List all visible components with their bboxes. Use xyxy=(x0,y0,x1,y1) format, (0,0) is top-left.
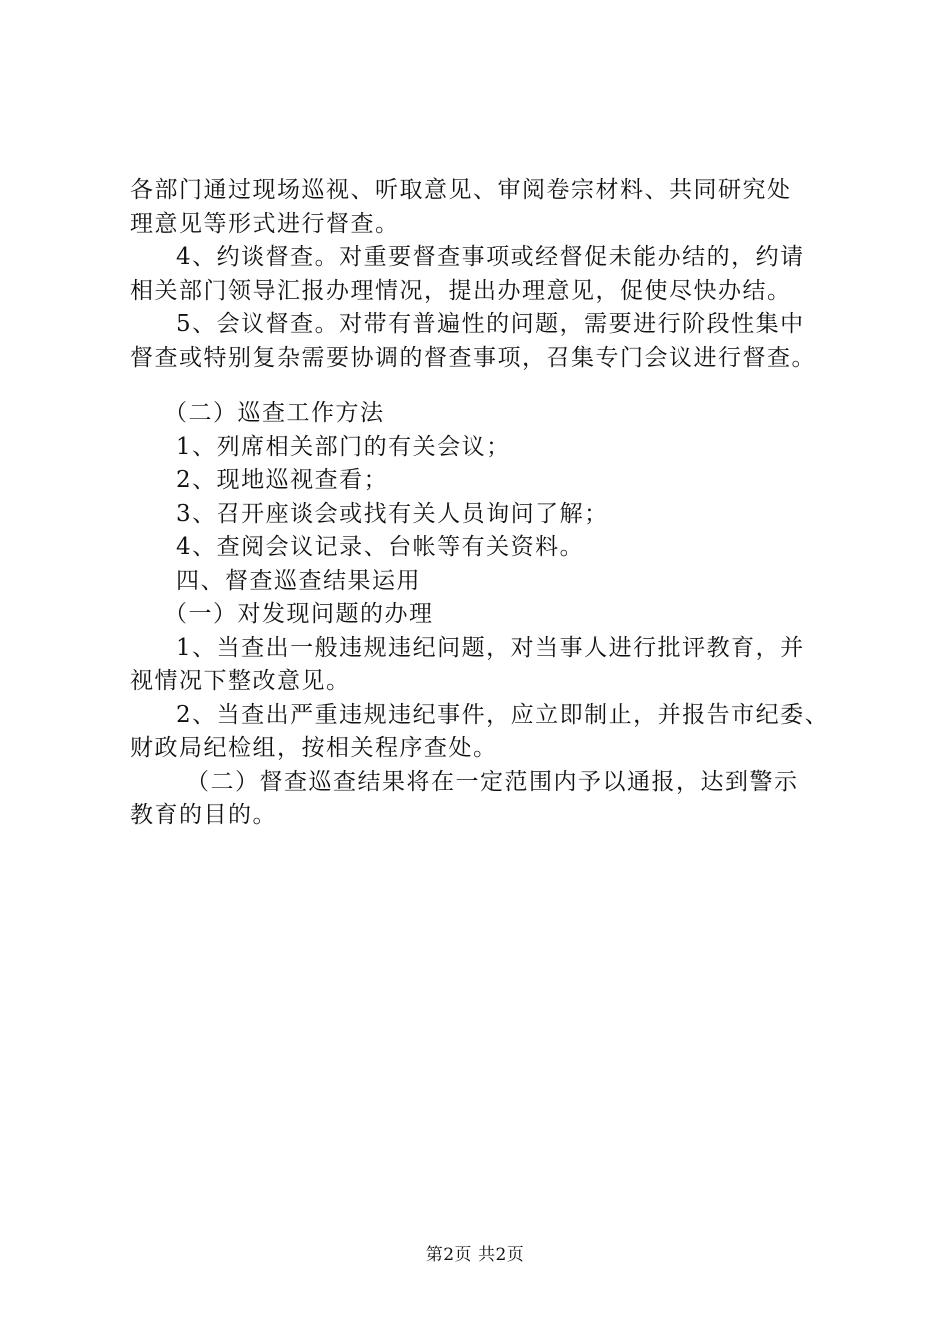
paragraph-line: 各部门通过现场巡视、听取意见、审阅卷宗材料、共同研究处 xyxy=(130,177,792,203)
section-heading: （二）巡查工作方法 xyxy=(164,400,385,426)
list-item: 1、列席相关部门的有关会议； xyxy=(176,433,511,460)
list-item: 4、查阅会议记录、台帐等有关资料。 xyxy=(176,534,585,560)
paragraph-line: 4、约谈督查。对重要督查事项或经督促未能办结的，约请 xyxy=(176,244,805,270)
paragraph-line: 财政局纪检组，按相关程序查处。 xyxy=(130,735,498,761)
page-footer: 第2页 共2页 xyxy=(425,1245,525,1265)
paragraph-line: 督查或特别复杂需要协调的督查事项，召集专门会议进行督查。 xyxy=(130,344,816,371)
section-heading: 四、督查巡查结果运用 xyxy=(176,567,421,594)
paragraph-line: 视情况下整改意见。 xyxy=(130,668,351,694)
paragraph-line: （二）督查巡查结果将在一定范围内予以通报，达到警示 xyxy=(186,768,799,795)
subsection-heading: （一）对发现问题的办理 xyxy=(164,601,434,627)
paragraph-line: 2、当查出严重违规违纪事件，应立即制止，并报告市纪委、 xyxy=(176,701,830,728)
paragraph-gap xyxy=(130,375,835,397)
paragraph-line: 相关部门领导汇报办理情况，提出办理意见，促使尽快办结。 xyxy=(130,277,792,304)
list-item: 3、召开座谈会或找有关人员询问了解； xyxy=(176,500,609,527)
list-item: 2、现地巡视查看； xyxy=(176,467,389,493)
paragraph-line: 教育的目的。 xyxy=(130,802,277,828)
paragraph-line: 5、会议督查。对带有普遍性的问题，需要进行阶段性集中 xyxy=(176,311,805,337)
paragraph-line: 1、当查出一般违规违纪问题，对当事人进行批评教育，并 xyxy=(176,634,805,661)
paragraph-line: 理意见等形式进行督查。 xyxy=(130,210,400,237)
document-body xyxy=(130,174,835,833)
